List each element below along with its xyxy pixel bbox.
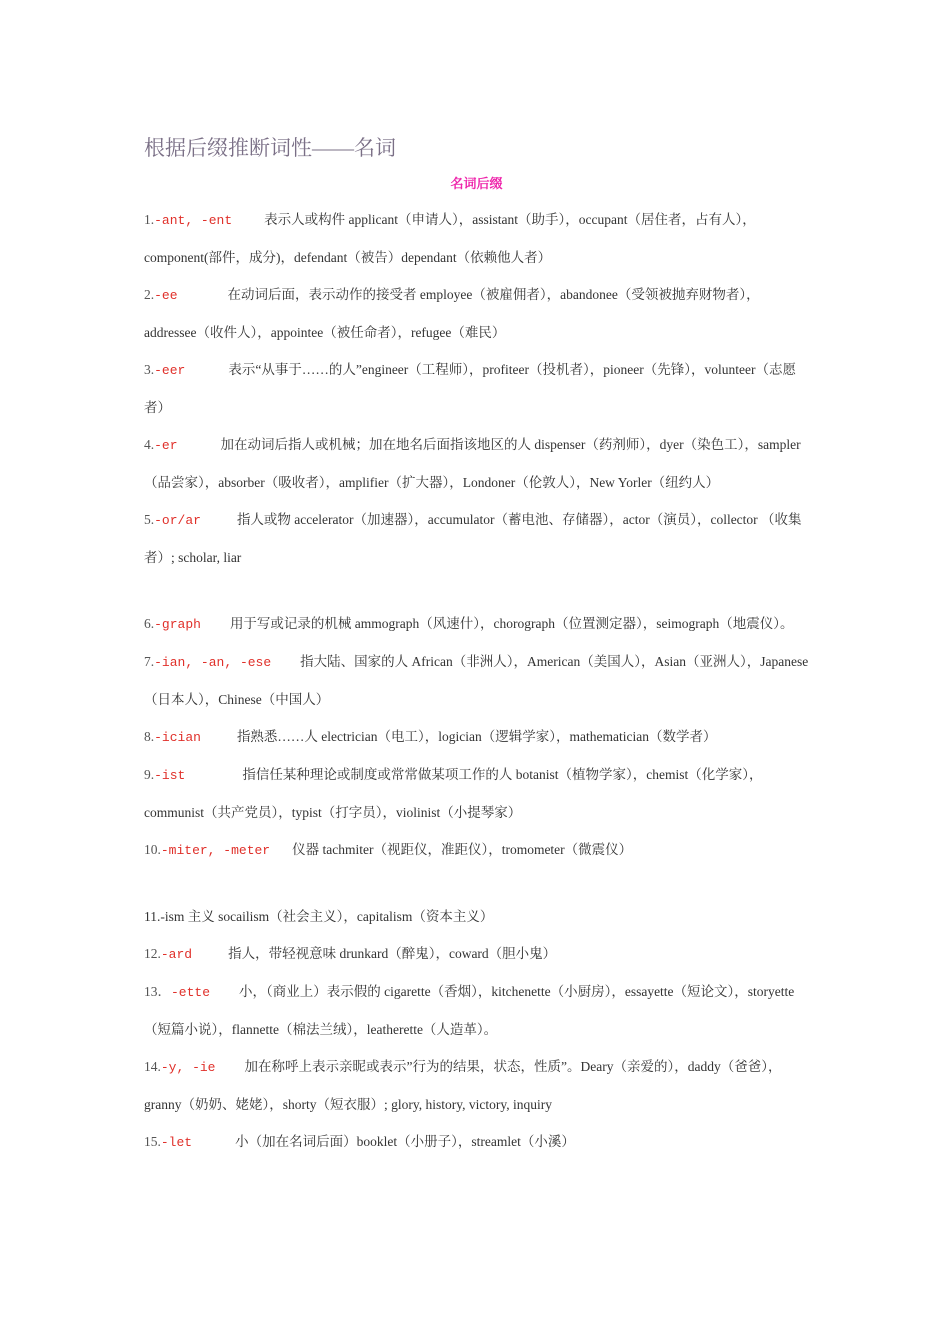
list-item-7 [144,643,809,718]
item-number: 3. [144,362,155,377]
suffix-label: -graph [154,617,201,632]
item-number: 5. [144,512,155,527]
suffix-label: -miter, -meter [160,843,271,858]
list-item-1 [144,201,809,276]
list-item-9 [144,756,809,831]
item-number: 6. [144,616,155,631]
suffix-label: -ette [171,985,211,1000]
item-description: 加在称呼上表示亲昵或表示”行为的结果，状态，性质”。Deary（亲爱的），daddy（爸爸），granny（奶奶、姥姥），shorty（短衣服）; glory, history, victory, inquiry [144,1059,782,1112]
item-description: 指熟悉……人 electrician（电工），logician（逻辑学家），mathematician（数学者） [236,729,717,744]
list-item-11 [144,898,809,935]
list-item-10 [144,831,809,869]
item-number: 7. [144,654,155,669]
list-item-5 [144,501,809,576]
item-description: 指大陆、国家的人 African（非洲人），American（美国人），Asian（亚洲人），Japanese（日本人），Chinese（中国人） [144,654,809,707]
list-item-12 [144,935,809,973]
item-description: 表示“从事于……的人”engineer（工程师），profiteer（投机者），pioneer（先锋），volunteer（志愿者） [144,362,796,415]
item-description: 指人或物 accelerator（加速器），accumulator（蓄电池、存储器），actor（演员），collector （收集者）; scholar, liar [144,512,802,565]
item-description: 小，（商业上）表示假的 cigarette（香烟），kitchenette（小厨房），essayette（短论文），storyette（短篇小说），flannette（棉法兰绒），leatherette（人造革）。 [144,984,795,1037]
suffix-label: -ant, -ent [154,213,233,228]
item-description: 加在动词后指人或机械；加在地名后面指该地区的人 dispenser（药剂师），dyer（染色工），sampler（品尝家），absorber（吸收者），amplifier（扩大器），Londoner（伦敦人），New Yorler（纽约人） [144,437,801,490]
suffix-label: -ard [160,947,193,962]
item-description: 表示人或构件 applicant（申请人），assistant（助手），occupant（居住者，占有人），component(部件，成分)，defendant（被告）dependant（依赖他人者） [144,212,756,265]
list-item-3 [144,351,809,426]
suffix-label: -ian, -an, -ese [154,655,272,670]
item-number: 8. [144,729,155,744]
suffix-label: -ee [154,288,178,303]
blank-line [144,576,809,605]
suffix-label: -ician [154,730,201,745]
item-number: 15. [144,1134,161,1149]
blank-line [144,869,809,898]
item-description: 仪器 tachmiter（视距仪，准距仪），tromometer（微震仪） [292,842,633,857]
document-page [144,133,809,1161]
suffix-label: -er [154,438,178,453]
item-number: 1. [144,212,155,227]
item-text: 11.-ism 主义 socailism（社会主义），capitalism（资本主义） [144,909,494,924]
section-subtitle: 名词后缀 [450,176,503,191]
suffix-label: -ist [154,768,186,783]
suffix-label: -let [160,1135,193,1150]
item-number: 13． [144,984,171,999]
list-item-4 [144,426,809,501]
item-number: 4. [144,437,155,452]
item-number: 14. [144,1059,161,1074]
item-description: 在动词后面，表示动作的接受者 employee（被雇佣者），abandonee（受领被抛弃财物者），addressee（收件人），appointee（被任命者），refugee（难民） [144,287,760,340]
list-item-14 [144,1048,809,1123]
item-description: 用于写或记录的机械 ammograph（风速什），chorograph（位置测定器），seimograph（地震仪）。 [229,616,794,631]
list-item-8 [144,718,809,756]
suffix-label: -y, -ie [160,1060,216,1075]
list-item-6 [144,605,809,643]
list-item-2 [144,276,809,351]
page-title: 根据后缀推断词性——名词 [144,136,396,160]
item-number: 2. [144,287,155,302]
suffix-label: -or/ar [154,513,201,528]
item-number: 10. [144,842,161,857]
item-description: 小（加在名词后面）booklet（小册子），streamlet（小溪） [235,1134,575,1149]
item-description: 指人，带轻视意味 drunkard（醉鬼），coward（胆小鬼） [228,946,557,961]
list-item-15 [144,1123,809,1161]
item-description: 指信任某种理论或制度或常常做某项工作的人 botanist（植物学家），chemist（化学家），communist（共产党员），typist（打字员），violinist（小提琴家） [144,767,763,820]
list-item-13 [144,973,809,1048]
item-number: 12. [144,946,161,961]
item-number: 9. [144,767,155,782]
suffix-label: -eer [154,363,186,378]
